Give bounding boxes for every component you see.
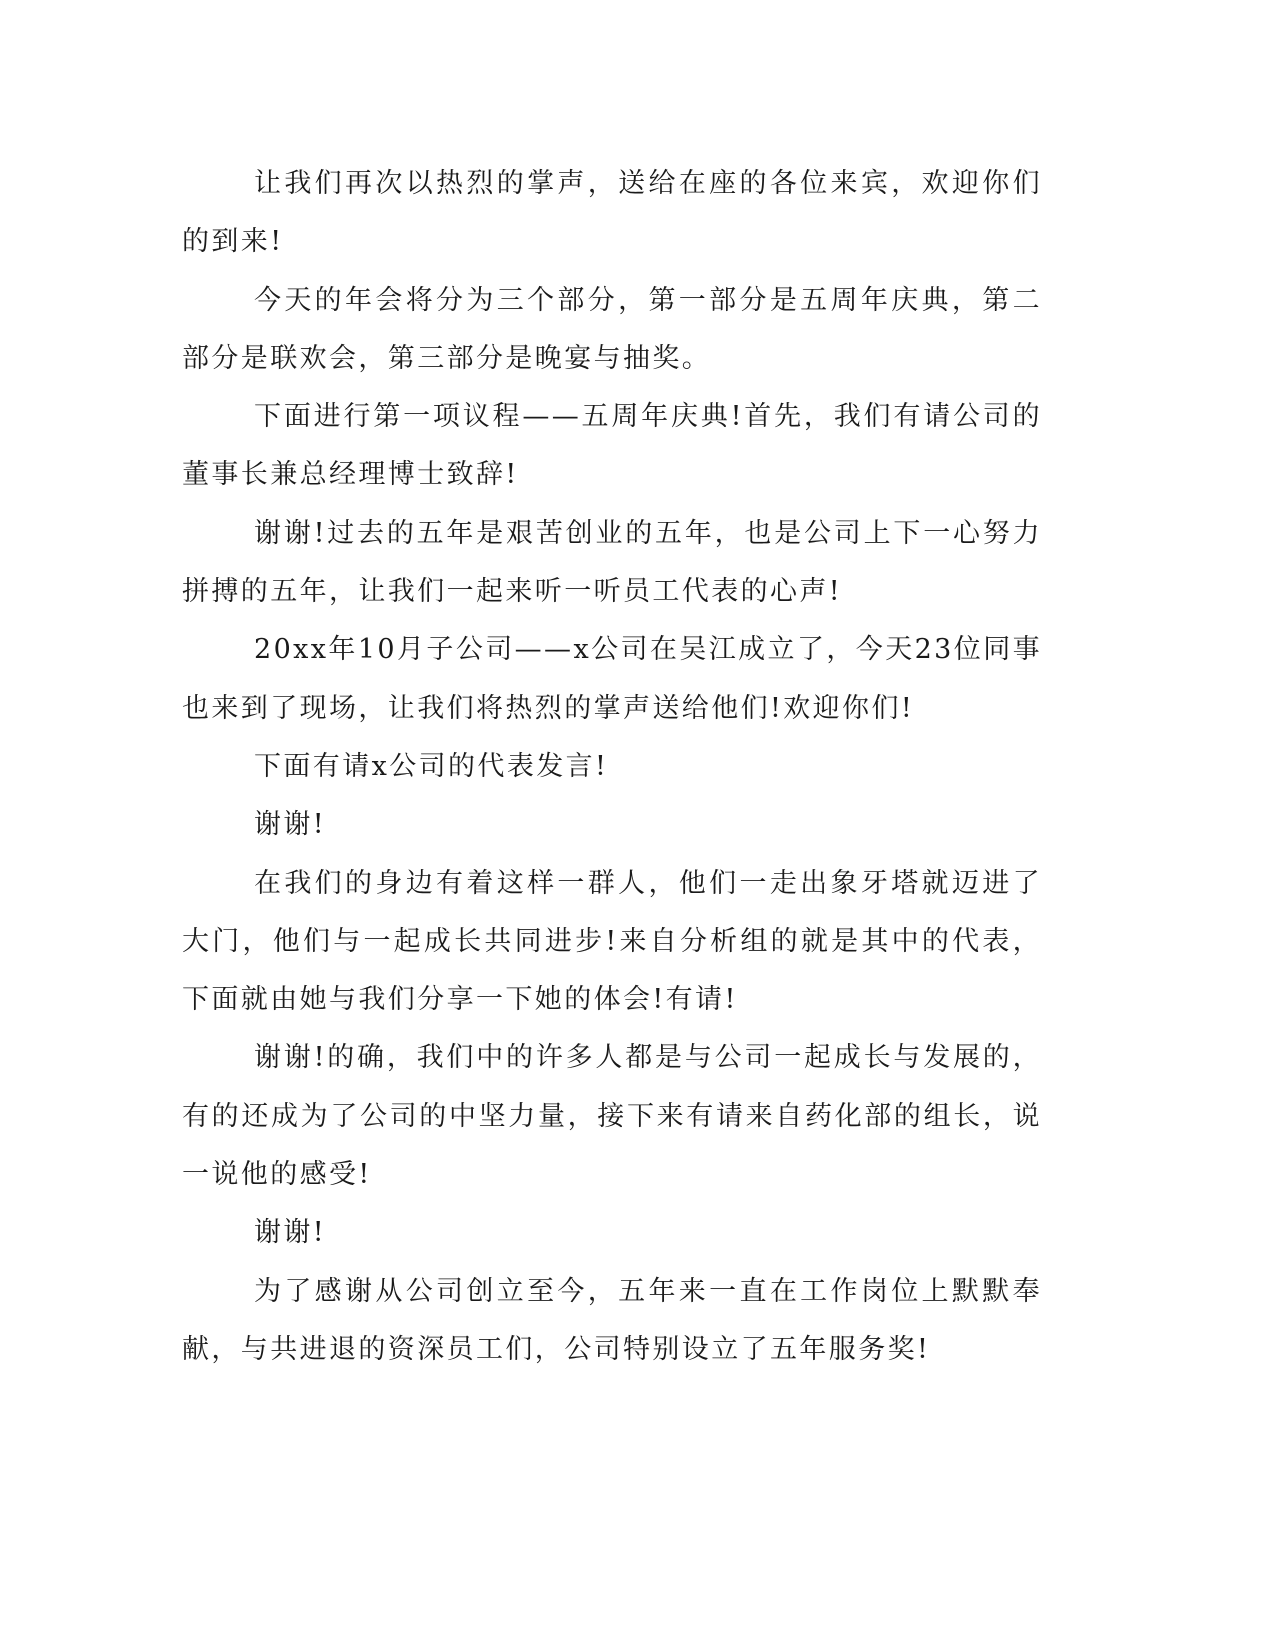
- paragraph-thanks-1: 谢谢!: [254, 809, 327, 841]
- paragraph-agenda: 今天的年会将分为三个部分，第一部分是五周年庆典，第二部分是联欢会，第三部分是晚宴与抽奖。: [182, 284, 1042, 374]
- paragraph-first-item: 下面进行第一项议程——五周年庆典!首先，我们有请公司的董事长兼总经理博士致辞!: [182, 401, 1042, 491]
- document-body: [182, 155, 1042, 1379]
- paragraph-representative: 下面有请x公司的代表发言!: [254, 750, 609, 782]
- paragraph-thanks-2: 谢谢!: [254, 1217, 327, 1249]
- paragraph-five-years: 谢谢!过去的五年是艰苦创业的五年，也是公司上下一心努力拼搏的五年，让我们一起来听一听员工代表的心声!: [182, 517, 1042, 608]
- paragraph-analysis-group: 在我们的身边有着这样一群人，他们一走出象牙塔就迈进了大门，他们与一起成长共同进步!来自分析组的就是其中的代表，下面就由她与我们分享一下她的体会!有请!: [182, 867, 1042, 1016]
- paragraph-subsidiary: 20xx年10月子公司——x公司在吴江成立了，今天23位同事也来到了现场，让我们将热烈的掌声送给他们!欢迎你们!: [182, 634, 1042, 724]
- paragraph-pharma-dept: 谢谢!的确，我们中的许多人都是与公司一起成长与发展的，有的还成为了公司的中坚力量，接下来有请来自药化部的组长，说一说他的感受!: [182, 1042, 1042, 1191]
- paragraph-welcome: 让我们再次以热烈的掌声，送给在座的各位来宾，欢迎你们的到来!: [182, 168, 1042, 258]
- paragraph-service-award: 为了感谢从公司创立至今，五年来一直在工作岗位上默默奉献，与共进退的资深员工们，公司特别设立了五年服务奖!: [182, 1275, 1042, 1365]
